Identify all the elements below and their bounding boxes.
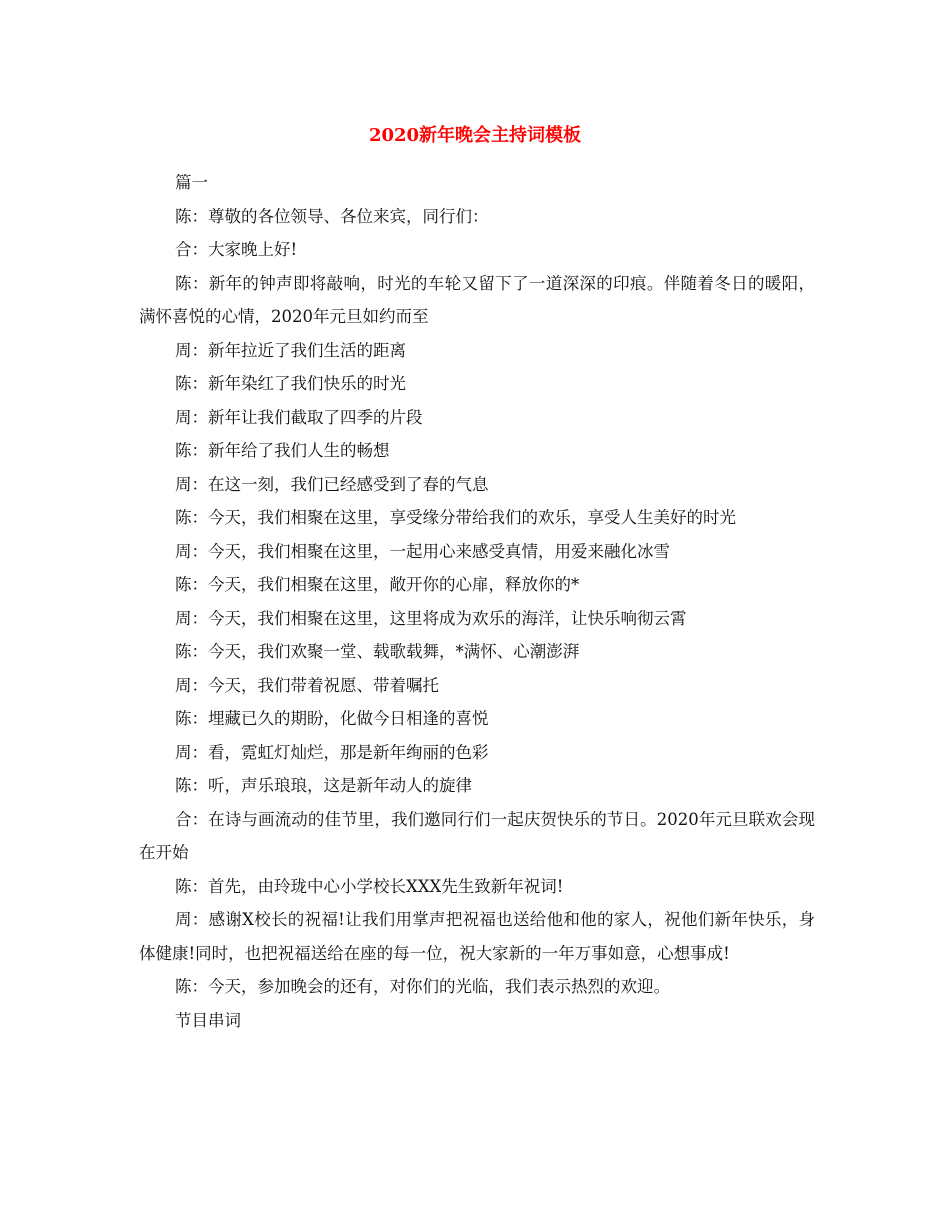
- dialogue-line: 陈：新年给了我们人生的畅想: [175, 441, 390, 460]
- section-heading: 篇一: [175, 173, 208, 192]
- dialogue-line: 周：今天，我们相聚在这里，这里将成为欢乐的海洋，让快乐响彻云霄: [175, 608, 687, 628]
- dialogue-line: 陈：今天，参加晚会的还有，对你们的光临，我们表示热烈的欢迎。: [175, 977, 670, 996]
- dialogue-line: 陈：今天，我们相聚在这里，享受缘分带给我们的欢乐，享受人生美好的时光: [175, 508, 736, 527]
- dialogue-line: 合：在诗与画流动的佳节里，我们邀同行们一起庆贺快乐的节日。2020年元旦联欢会现在开始: [139, 809, 815, 862]
- dialogue-line: 周：看，霓虹灯灿烂，那是新年绚丽的色彩: [175, 742, 489, 762]
- dialogue-line: 陈：今天，我们相聚在这里，敞开你的心扉，释放你的*: [175, 575, 580, 594]
- dialogue-line: 陈：今天，我们欢聚一堂、载歌载舞，*满怀、心潮澎湃: [175, 642, 580, 661]
- dialogue-line: 陈：新年染红了我们快乐的时光: [175, 374, 406, 393]
- dialogue-line: 周：今天，我们相聚在这里，一起用心来感受真情，用爱来融化冰雪: [175, 541, 670, 561]
- dialogue-line: 周：新年拉近了我们生活的距离: [175, 340, 406, 360]
- dialogue-line: 周：感谢X校长的祝福!让我们用掌声把祝福也送给他和他的家人，祝他们新年快乐，身体健康!同时，也把祝福送给在座的每一位，祝大家新的一年万事如意，心想事成!: [139, 910, 815, 963]
- dialogue-line: 陈：首先，由玲珑中心小学校长XXX先生致新年祝词!: [175, 876, 564, 896]
- document-body: [139, 166, 815, 1037]
- dialogue-line: 周：今天，我们带着祝愿、带着嘱托: [175, 675, 439, 695]
- section-heading: 节目串词: [175, 1010, 241, 1030]
- dialogue-line: 陈：尊敬的各位领导、各位来宾，同行们：: [175, 206, 489, 226]
- dialogue-line: 周：在这一刻，我们已经感受到了春的气息: [175, 474, 489, 494]
- dialogue-line: 合：大家晚上好!: [175, 240, 298, 259]
- dialogue-line: 周：新年让我们截取了四季的片段: [175, 407, 423, 427]
- document-title: 2020新年晚会主持词模板: [368, 125, 582, 146]
- dialogue-line: 陈：埋藏已久的期盼，化做今日相逢的喜悦: [175, 709, 489, 728]
- dialogue-line: 陈：听，声乐琅琅，这是新年动人的旋律: [175, 776, 472, 795]
- dialogue-line: 陈：新年的钟声即将敲响，时光的车轮又留下了一道深深的印痕。伴随着冬日的暖阳，满怀喜悦的心情，2020年元旦如约而至: [139, 273, 815, 326]
